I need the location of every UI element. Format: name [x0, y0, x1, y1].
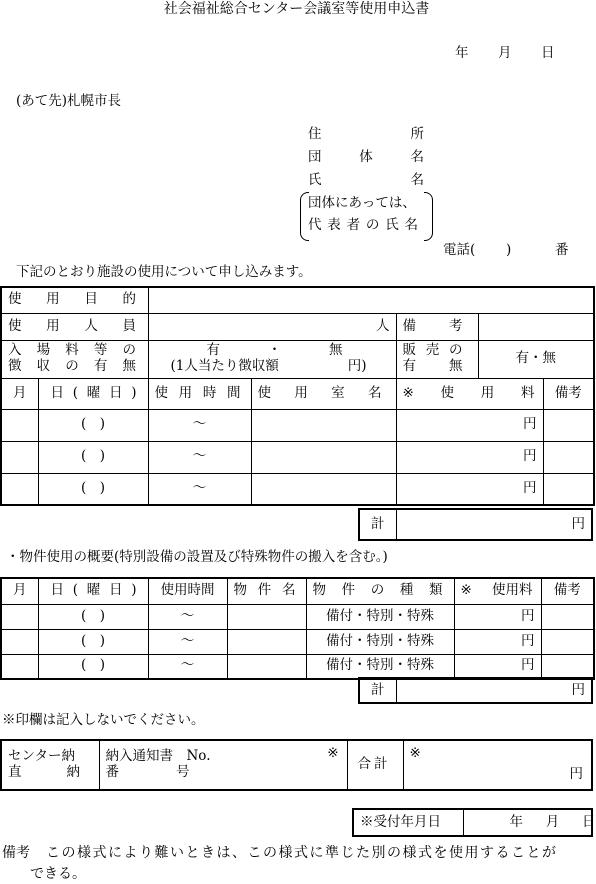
header-day [38, 578, 148, 604]
goods-note: ・物件使用の概要(特別設備の設置及び特殊物件の搬入を含む。) [6, 549, 388, 565]
cell-month[interactable] [1, 441, 38, 473]
cell-item[interactable] [227, 654, 306, 679]
phone-label: 電話( [443, 242, 476, 258]
label-sale [396, 340, 478, 378]
header-month: 月 [1, 378, 38, 409]
char: 曜 [86, 582, 101, 599]
char: ・ [267, 342, 282, 359]
phone-ban: 番 [555, 242, 569, 258]
cell-fee[interactable]: 円 [454, 604, 541, 629]
total-fee[interactable]: 円 [396, 509, 592, 540]
cell-time[interactable]: ～ [148, 441, 251, 473]
label-remarks [396, 313, 478, 340]
goods-total [358, 677, 593, 704]
field-remarks[interactable] [478, 313, 594, 340]
char: ( [72, 384, 79, 401]
field-purpose[interactable] [148, 287, 594, 313]
char: 有 [402, 358, 416, 374]
char: 用 [178, 384, 193, 401]
char: 無 [449, 358, 463, 374]
cell-day[interactable]: ( ) [38, 473, 148, 505]
char: 年 [509, 813, 523, 830]
header-item [227, 578, 306, 604]
cell-room[interactable] [251, 473, 396, 505]
char: 曜 [86, 384, 101, 401]
char: 用 [480, 384, 495, 401]
stamp-note: ※印欄は記入しないでください。 [2, 712, 205, 728]
bracket-right [424, 192, 433, 241]
char: 合 [357, 756, 371, 773]
label-fee-collection [1, 340, 148, 378]
table-row [1, 604, 594, 629]
header-room [251, 378, 396, 409]
rep-line1: 団体にあっては、 [308, 195, 416, 211]
cell-day[interactable]: ( ) [38, 604, 148, 629]
char: 号 [176, 764, 190, 780]
header-note: 備考 [543, 378, 594, 409]
notice-number [99, 740, 347, 790]
char: 使 [8, 317, 22, 334]
table-row [1, 629, 594, 654]
label-address [308, 128, 424, 142]
goods-table [0, 577, 595, 680]
char: 団 [308, 149, 322, 165]
receipt-table [352, 808, 596, 837]
facility-table [0, 286, 595, 506]
table-row [1, 441, 594, 473]
char: 無 [329, 342, 343, 359]
char: ) [131, 582, 137, 599]
field-fee-collection[interactable] [148, 340, 396, 378]
intro-text: 下記のとおり施設の使用について申し込みます。 [16, 264, 312, 280]
total-label: 計 [359, 509, 396, 540]
char: 物 [233, 582, 247, 599]
receipt-label: ※受付年月日 [353, 809, 463, 836]
cell-item[interactable] [227, 604, 306, 629]
addressee: (あて先)札幌市長 [16, 93, 122, 109]
cell-month[interactable] [1, 409, 38, 441]
cell-item[interactable] [227, 629, 306, 654]
label-group [308, 151, 424, 165]
char: 料 [520, 384, 535, 401]
char: 使 [154, 384, 168, 401]
center-payment [1, 740, 99, 790]
char: 用 [46, 291, 60, 308]
payment-table [0, 739, 593, 791]
cell-time[interactable]: ～ [148, 409, 251, 441]
char: 使 [8, 291, 22, 308]
cell-kind[interactable]: 備付・特別・特殊 [306, 604, 454, 629]
rep-line2 [308, 219, 418, 233]
cell-note[interactable] [541, 654, 594, 679]
cell-fee[interactable]: 円 [396, 409, 543, 441]
char: の [365, 217, 380, 233]
notice-label: 納入通知書 No. [105, 748, 211, 765]
cell-kind[interactable]: 備付・特別・特殊 [306, 629, 454, 654]
cell-fee[interactable]: 円 [396, 473, 543, 505]
char: 時 [202, 384, 217, 401]
char: 名 [404, 217, 418, 233]
char: 代 [308, 217, 322, 233]
date-month: 月 [498, 45, 512, 61]
char: 種 [399, 582, 414, 599]
char: 件 [341, 582, 356, 599]
label-people [1, 313, 148, 340]
sum-mark: ※ [409, 745, 421, 761]
char: 用 [294, 384, 308, 401]
cell-time[interactable]: ～ [148, 654, 227, 679]
char: 番 [105, 764, 119, 780]
char: 売 [425, 342, 440, 359]
char: 体 [359, 149, 373, 165]
char: 日 [50, 384, 64, 401]
char: 員 [122, 317, 136, 334]
fee-per-person: (1人当たり徴収額 [170, 358, 279, 374]
char: ( [72, 582, 79, 599]
cell-note[interactable] [543, 441, 594, 473]
char: 目 [84, 291, 98, 308]
char: 入 [8, 342, 22, 359]
char: 名 [410, 149, 424, 165]
total-label: 計 [359, 678, 396, 703]
cell-fee[interactable]: 円 [396, 441, 543, 473]
char: 表 [327, 217, 341, 233]
footnote-text2: できる。 [30, 866, 86, 882]
footnote-text: この様式により難いときは、この様式に準じた別の様式を使用することが [46, 845, 558, 861]
char: 使用料 [492, 582, 533, 599]
cell-kind[interactable]: 備付・特別・特殊 [306, 654, 454, 679]
cell-month[interactable] [1, 473, 38, 505]
cell-fee[interactable]: 円 [454, 629, 541, 654]
char: の [449, 342, 463, 359]
char: 日 [108, 384, 123, 401]
char: 無 [122, 358, 136, 374]
field-sale[interactable]: 有・無 [478, 340, 594, 378]
table-row [1, 409, 594, 441]
char: 有 [206, 342, 220, 359]
header-time [148, 378, 251, 409]
footnote-label: 備考 [2, 845, 30, 861]
date-day: 日 [541, 45, 555, 61]
facility-total [358, 508, 593, 541]
char: の [65, 358, 79, 374]
people-unit: 人 [376, 317, 390, 334]
header-kind [306, 578, 454, 604]
phone-close: ) [506, 242, 512, 258]
cell-note[interactable] [543, 473, 594, 505]
char: 用 [46, 317, 60, 334]
char: 料 [65, 342, 79, 359]
date-year: 年 [455, 45, 469, 61]
char: 者 [346, 217, 361, 233]
cell-day[interactable]: ( ) [38, 654, 148, 679]
char: 使 [440, 384, 455, 401]
char: 類 [429, 582, 443, 599]
char: 使 [257, 384, 271, 401]
cell-time[interactable]: ～ [148, 473, 251, 505]
char: 徴 [8, 358, 22, 374]
char: 氏 [308, 172, 322, 188]
char: 名 [410, 172, 424, 188]
total-fee[interactable]: 円 [396, 678, 592, 703]
char: 的 [122, 291, 136, 308]
header-note: 備考 [541, 578, 594, 604]
header-day [38, 378, 148, 409]
char: 名 [282, 582, 296, 599]
cell-day[interactable]: ( ) [38, 441, 148, 473]
char: ※ [402, 384, 414, 401]
sum-label [347, 740, 403, 790]
header-fee [454, 578, 541, 604]
char: 物 [312, 582, 326, 599]
char: 件 [257, 582, 272, 599]
header-time: 使用時間 [148, 578, 227, 604]
char: 名 [367, 384, 382, 401]
char: 有 [93, 358, 108, 374]
char: 間 [226, 384, 241, 401]
sum-field[interactable] [403, 740, 592, 790]
cell-note[interactable] [541, 629, 594, 654]
cell-note[interactable] [541, 604, 594, 629]
label-name [308, 174, 424, 188]
char: ※ [460, 582, 472, 599]
char: 収 [36, 358, 51, 374]
cell-month[interactable] [1, 604, 38, 629]
header-month: 月 [1, 578, 38, 604]
char: 日 [50, 582, 64, 599]
cell-room[interactable] [251, 409, 396, 441]
char: 備 [402, 317, 416, 334]
char: 計 [374, 756, 388, 773]
cell-month[interactable] [1, 654, 38, 679]
char: 考 [449, 317, 463, 334]
notice-mark: ※ [327, 745, 339, 761]
sum-unit: 円 [569, 765, 583, 782]
char: の [370, 582, 385, 599]
receipt-date[interactable] [463, 809, 596, 836]
cell-time[interactable]: ～ [148, 604, 227, 629]
cell-month[interactable] [1, 629, 38, 654]
cell-room[interactable] [251, 441, 396, 473]
char: 住 [308, 126, 322, 142]
char: 納 [66, 764, 80, 780]
char: 直 [8, 764, 22, 780]
cell-note[interactable] [543, 409, 594, 441]
char: 月 [545, 813, 560, 830]
form-title: 社会福祉総合センター会議室等使用申込書 [163, 1, 430, 17]
cell-day[interactable]: ( ) [38, 629, 148, 654]
header-fee [396, 378, 543, 409]
char: 氏 [385, 217, 399, 233]
cell-fee[interactable]: 円 [454, 654, 541, 679]
fee-per-unit: 円) [347, 358, 367, 374]
cell-day[interactable]: ( ) [38, 409, 148, 441]
field-people[interactable] [148, 313, 396, 340]
char: 日 [582, 813, 596, 830]
label-purpose [1, 287, 148, 313]
char: 販 [402, 342, 416, 359]
char: 場 [36, 342, 51, 359]
char: の [122, 342, 136, 359]
char: 室 [331, 384, 345, 401]
table-row [1, 473, 594, 505]
char: ) [131, 384, 137, 401]
table-row [1, 654, 594, 679]
char: 等 [93, 342, 108, 359]
char: 人 [84, 317, 98, 334]
char: 日 [108, 582, 123, 599]
char: 所 [410, 126, 424, 142]
center-line1: センター納 [8, 748, 75, 765]
cell-time[interactable]: ～ [148, 629, 227, 654]
